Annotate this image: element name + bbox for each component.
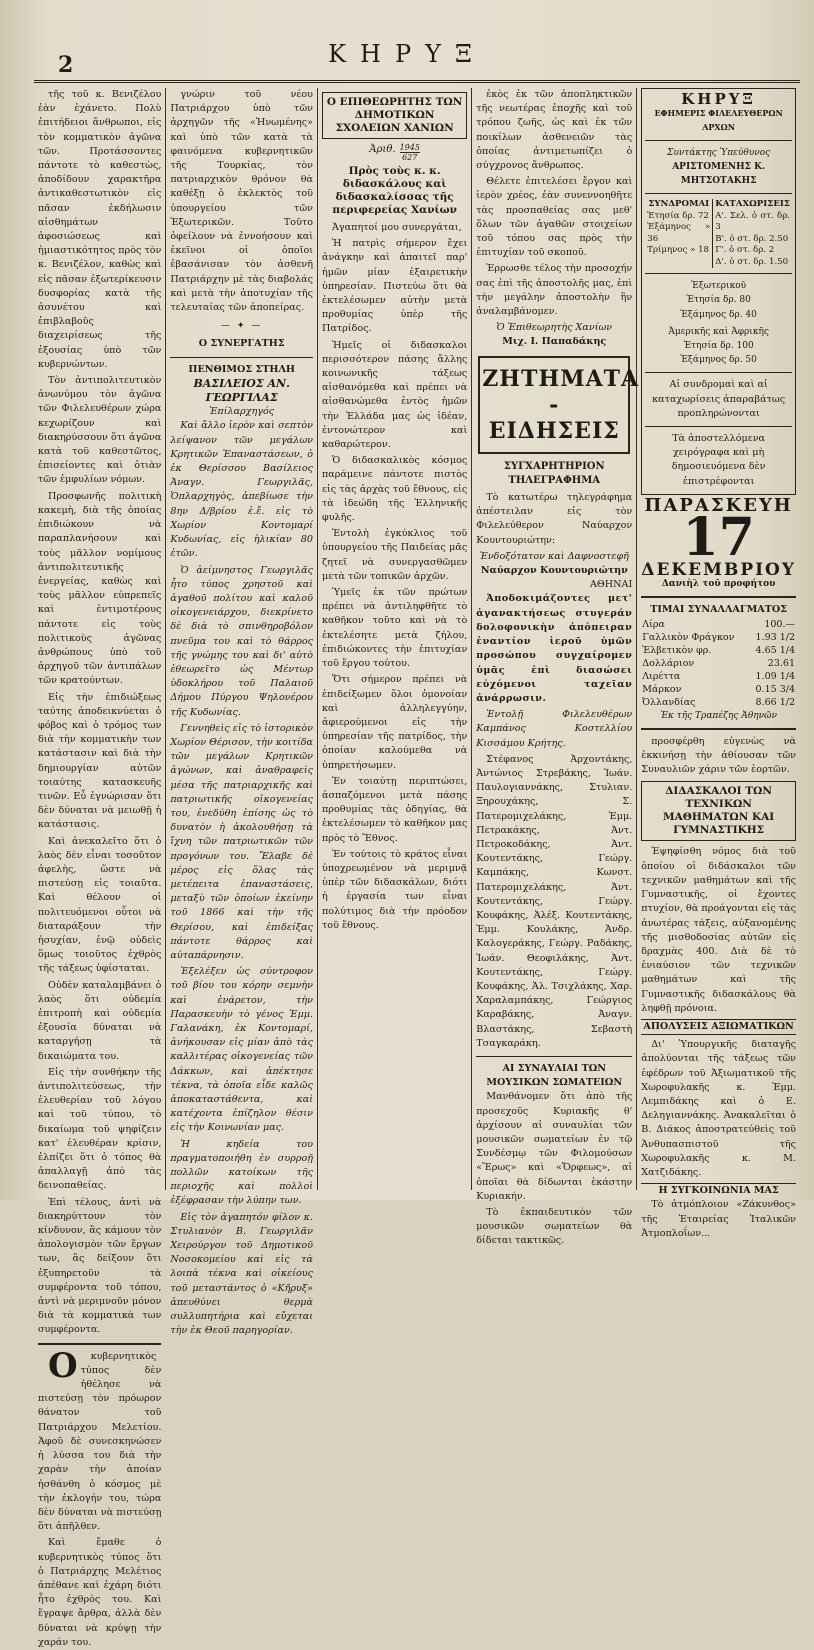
paragraph: Ἐρρωσθε τέλος τὴν προσοχήν σας ἐπὶ τῆς ἀποστολῆς μας, ἐπὶ τὴν μεγάλην ἀποστολὴν ἣν ἀναλαμβάνομεν. — [476, 263, 633, 318]
paragraph: Τὸ ἀτμόπλοιον «Ζάκυνθος» τῆς Ἐταιρείας Ἰταλικῶν Ἀτμοπλοΐων... — [641, 1199, 796, 1239]
arith-fraction — [400, 143, 420, 162]
notice: Τὰ ἀποστελλόμενα χειρόγραφα καὶ μὴ δημοσιευόμενα δὲν ἐπιστρέφονται — [671, 433, 766, 487]
paragraph: Εἰς τὸν ἀγαπητόν φίλον κ. Στυλιανὸν Β. Γεωργιλᾶν Χειρούργον τοῦ Δημοτικοῦ Νοσοκομείου καὶ εἰς τὰ λοιπὰ τέκνα καὶ οἰκείους τοῦ μεταστάντος ὁ «Κῆρυξ» ἀπευθύνει θερμὰ συλλυπητήρια καὶ εὔχεται τὴν ἐκ Θεοῦ παρηγορίαν. — [170, 1211, 313, 1337]
telegram-greeting: Ἐνδοξότατον καὶ Δαφνοστεφῆ — [479, 550, 629, 562]
paragraph: Ὅτι σήμερον πρέπει νὰ ἐπιδείξωμεν ὅλοι ὁμονοίαν καὶ ἀλληλεγγύην, ἀφιερούμενοι εἰς τὴν ὑπηρεσίαν τῆς πατρίδος, τὴν ὁποίαν καλούμεθα νὰ ὑπηρετήσωμεν. — [322, 674, 468, 771]
ads-title: ΚΑΤΑΧΩΡΙΣΕΙΣ — [715, 199, 790, 210]
director-name: ΑΡΙΣΤΟΜΕΝΗΣ Κ. ΜΗΤΣΟΤΑΚΗΣ — [672, 161, 766, 187]
telegram-title: ΣΥΓΧΑΡΗΤΗΡΙΟΝ ΤΗΛΕΓΡΑΦΗΜΑ — [503, 460, 605, 486]
telegram-sign: Ἐντολῇ Φιλελευθέρων Καμπάνος Κοστελλίου Κισσάμου Κρήτης. — [476, 709, 633, 749]
paragraph: Ἡμεῖς οἱ διδασκαλοι περισσότερον πάσης ἄλλης κοινωνικῆς τάξεως αἰσθανόμεθα καὶ πρέπει νὰ αἰσθανώμεθα ἐντὸς ἡμῶν τὴν Ἑλλάδα μας ὡς ἰδέαν, ἐντονώτερον καὶ καθαρώτερον. — [322, 339, 468, 451]
rate-row — [641, 683, 796, 696]
subscriptions — [645, 199, 713, 268]
paragraph: Θέλετε ἐπιτελέσει ἔργον καὶ ἱερὸν χρέος, ἐὰν συνεννοηθῆτε τὰς προσπαθείας σας μεθ' ὅλων τῶν ἀγαθῶν στοιχείων τοῦ τόπου σας πρὸς τὴν ἐπιτυχίαν τοῦ σκοποῦ. — [476, 176, 633, 259]
ads-row: Β'. ὁ στ. δρ. 2.50 — [715, 233, 789, 244]
rate-value: 4.65 1/4 — [755, 644, 795, 656]
column-3 — [318, 88, 472, 1190]
telegram-intro: Τὸ κατωτέρω τηλεγράφημα ἀπέστειλαν εἰς τὸν Φιλελεύθερον Ναύαρχον Κουντουριώτην: — [476, 492, 633, 546]
paragraph: Ἐψηφίσθη νόμος διὰ τοῦ ὁποίου οἱ διδάσκαλοι τῶν τεχνικῶν μαθημάτων καὶ τῆς Γυμναστικῆς, οἱ ἔχοντες πτυχίον, θὰ προάγονται εἰς τὰς ἀνωτέρας τάξεις, αὐξανομένης τῆς μισθοδοσίας αὐτῶν εἰς δραχμὰς 400. Διὰ δὲ τὸ ἐνιαύσιον τῶν τεχνικῶν μαθημάτων καὶ τῆς Γυμναστικῆς διδασκάλους θὰ ληφθῇ πρόνοια. — [641, 846, 796, 1014]
rate-label: Ἑλβετικὸν φρ. — [642, 644, 712, 656]
separator: — ✦ — — [221, 321, 263, 332]
paragraph: Οὐδὲν καταλαμβάνει ὁ λαὸς ὅτι οὐδεμία ἐπιτροπὴ καὶ οὐδεμία ἐξουσία δύναται νὰ καταργήσῃ τὰ δικαιώματα του. — [38, 979, 162, 1062]
divider — [641, 596, 796, 598]
masthead-box — [641, 88, 796, 495]
saint-of-day: Δανιὴλ τοῦ προφήτου — [661, 579, 776, 590]
divider — [38, 1343, 161, 1345]
rates-source: Ἐκ τῆς Τραπέζης Ἀθηνῶν — [660, 710, 777, 721]
ads-row: Γ'. ὁ στ. δρ. 2 — [715, 245, 775, 256]
rate-value: 0.15 3/4 — [755, 683, 795, 695]
arith-label: Ἀριθ. — [369, 144, 396, 155]
paragraph: Εἰς τὴν ἐπιδιώξεως ταύτης ἀποδεικνύεται ὁ φόβος καὶ ὁ τρόμος των διὰ τὴν κομματικὴν των κατάστασιν καὶ διὰ τὴν δημιουργίαν αὐτῶν τοιαύτης κατασκευῆς τινῶν. Εὖ ἐγνώρισαν ὅτι δὲν δύναται νὰ μειωθῇ ἡ κατάστασις. — [38, 691, 162, 831]
paragraph: Γεννηθεὶς εἰς τὸ ἱστορικὸν Χωρίον Θέρισον, τὴν κοιτίδα τῶν μεγάλων Κρητικῶν ἀγώνων, καὶ ἀναθραφεὶς μέσα τῆς πατριαρχικῆς καὶ πατριωτικῆς οἰκογενείας του, ἐνεδύθη ἐπίσης ὡς τὸ δυνατὸν ἡ ἀκολουθήσῃ τὰ ἴχνη τῶν πατριωτικῶν τῶν προγόνων του. Ἔλαβε δὲ μέρος εἰς ὅλας τὰς μετέπειτα ἐπαναστάσεις, μεταξὺ τῶν ὁποίων ἐκείνην τοῦ 1866 καὶ τὴν τῆς Θερίσου, καὶ ἐπιδείξας πάντοτε θάρρος καὶ αὐταπάρνησιν. — [170, 722, 313, 961]
date-number: 17 — [682, 507, 755, 569]
paragraph: Ἡ πατρὶς σήμερον ἔχει ἀνάγκην καὶ ἀπαιτεῖ παρ' ἡμῶν μίαν ἐξαιρετικὴν ὑπηρεσίαν. Πιστεύω ὅτι θὰ ἐκτελέσωμεν αὐτὴν μετὰ προθυμίας ὑπὲρ τῆς Πατρίδος. — [322, 238, 468, 335]
signature-title: Ὁ Ἐπιθεωρητὴς Χανίων — [496, 322, 613, 334]
paragraph: Καὶ ἔμαθε ὁ κυβερνητικὸς τύπος ὅτι ὁ Πατριάρχης Μελέτιος ἀπέθανε καὶ ἐχάρη διότι ἦτο ἐχθρὸς του. Καὶ ἔγραψε ἄρθρα, ἀλλὰ δὲν δύναται νὰ κρύψῃ τὴν χαράν του. — [38, 1537, 162, 1648]
telegram-city: ΑΘΗΝΑΙ — [589, 579, 633, 591]
column-5 — [637, 88, 800, 1239]
paragraph: Ἐν τοιαύτῃ περιπτώσει, ἀσπαζόμενοι μετὰ πάσης προθυμίας τὰς ὁδηγίας, θὰ ἐκτελέσωμεν τὸ καθῆκον μας πρὸς τὸ Ἔθνος. — [322, 775, 468, 844]
obit-paragraph — [38, 1345, 162, 1535]
rate-row — [641, 657, 796, 670]
subs-row: Ἐτησία δρ. 72 — [647, 210, 709, 221]
paragraph: Ὑμεῖς ἐκ τῶν πρώτων πρέπει νὰ ἀντιληφθῆτε τὸ καθῆκον τοῦτο καὶ νὰ τὸ ἐκτελέσητε μετὰ ζήλου, ἐπιδιώκοντες τὴν ἐπιτυχίαν τοῦ ἔργου τούτου. — [322, 587, 468, 670]
address: Πρὸς τοὺς κ. κ. διδασκάλους καὶ διδασκαλίσσας τῆς περιφερείας Χανίων — [332, 165, 457, 216]
divider — [645, 140, 792, 141]
section-title-2: ΠΕΝΘΙΜΟΣ ΣΤΗΛΗ — [188, 363, 295, 375]
paragraph: Ὁ ἀείμνηστος Γεωργιλᾶς ἦτο τύπος χρηστοῦ καὶ ἀγαθοῦ πολίτου καὶ καλοῦ οἰκογενειάρχου, διεκρίνετο δὲ διὰ τὸ σπινθηροβόλον πνεῦμα του καὶ τὸ θάρρος τῆς γνώμης του καὶ δι' αὐτὸ ἐθεωρεῖτο ὡς Μέντωρ ὑδοκλήρου τοῦ Παλαιοῦ Δήμου Πύργου Ψηλονέρου τῆς Κυδωνίας. — [170, 564, 313, 718]
paragraph: Ὁ διδασκαλικὸς κόσμος παράμεινε πάντοτε πιστὸς εἰς τὰς ἀρχὰς τοῦ ἔθνους, εἰς τὰ ἰδεώδη τῆς Ἑλληνικῆς φυλῆς. — [322, 455, 468, 524]
paragraph: Ἀγαπητοί μου συνεργάται, — [332, 222, 462, 233]
person-role: Ἐπίλαρχηγός — [209, 406, 275, 418]
ads-row: Α'. Σελ. ὁ στ. δρ. 3 — [715, 210, 790, 233]
rate-row — [641, 644, 796, 657]
divider — [645, 372, 792, 373]
signatories: Στέφανος Ἀρχοντάκης, Ἀντώνιος Στρεβάκης, Ἰωάν. Παυλογιαννάκης, Στυλιαν. Ξηρουχάκης, Σ. Πατερομιχελάκης, Ἐμμ. Πετρακάκης, Ἀντ. Πετροκοδάκης, Ἀντ. Κουτεντάκης, Γεώργ. Καμπάκης, Κωνστ. Πατερομιχελάκης, Ἀντ. Κουτεντάκης, Γεώργ. Κουφάκης, Ἀλέξ. Κουτεντάκης, Ἐμμ. Κουλάκης, Ἀνδρ. Καλογεράκης, Γεώργ. Ραδάκης, Ἰωάν. Θεοφιλάκης, Ἀντ. Κουτεντάκης, Γεώργ. Κουφάκης, Ἀλ. Τσιχλάκης, Χαρ. Χαραλαμπάκης, Γεώργιος Καραβάκης, Ἀναγν. Βλαστάκης, Σεβαστὴ Τσαγκαράκη. — [476, 753, 633, 1049]
exchange-rates-table — [641, 618, 796, 709]
day-of-week: ΠΑΡΑΣΚΕΥΗ — [644, 494, 793, 516]
america-row: Ἐτησία δρ. 100 — [683, 341, 754, 352]
paragraph: Καὶ ἄλλο ἱερὸν καὶ σεπτὸν λείψανον τῶν μεγάλων Κρητικῶν Ἐπαναστάσεων, ὁ ἐκ Θερίσσου Βασίλειος Ἀναγν. Γεωργιλᾶς, Ὁπλαρχηγὸς, ἀπεβίωσε τὴν 8ην Δ/βρίου ἐ.ἔ. εἰς τὸ Χωρίον Κοντομαρί Κυδωνίας, εἰς ἡλικίαν 80 ἐτῶν. — [170, 420, 313, 560]
divider — [645, 193, 792, 194]
paragraph: γνώριν τοῦ νέου Πατριάρχου ὑπὸ τῶν ἀρχηγῶν τῆς «Ἡνωμένης» καὶ ὑπὸ τῶν κατὰ τὰ φαινόμενα κυβερνητικῶν τῆς Τουρκίας, τὸν πατριαρχικὸν θρόνον θὰ καθέξῃ ὁ ἐκλεκτὸς τοῦ ὑπουργείου τῶν Ἐξωτερικῶν. Τοῦτο ὀφείλουν νὰ ἐννοήσουν καὶ ἐκεῖνοι οἱ ὁποῖοι ἐβασάνισαν τὸν ἀσθενῆ Πατριάρχην μὲ τὰς διαβολάς καὶ μετὰ τὴν ἀποτυχίαν τῆς τελευταίας τῶν ἀποπείρας. — [170, 89, 313, 314]
abroad-title: Ἐξωτερικοῦ — [691, 281, 747, 292]
subs-title: ΣΥΝΔΡΟΜΑΙ — [648, 199, 710, 210]
rate-value: 100.— — [764, 618, 795, 630]
news-box-title: ΖΗΤΗΜΑΤΑ - ΕΙΔΗΣΕΙΣ — [478, 356, 630, 454]
america-title: Ἀμερικῆς καὶ Ἀφρικῆς — [668, 326, 769, 337]
signature-name: Μιχ. Ι. Παπαδάκης — [502, 336, 607, 348]
rate-row — [641, 696, 796, 709]
obit-text: κυβερνητικὸς τύπος δὲν ἠθέλησε νὰ πιστεύσῃ τὸν πρόωρον θάνατον τοῦ Πατριάρχου Μελετίου. Ἀφοῦ δὲ συνεσκηνώσεν ἡ λύσσα του διὰ τὴν χαρὰν τὴν ἀποίαν ἠσθάνθη ὁ κόσμος μὲ τὴν ἐκλογήν του, τώρα δὲν δύναται νὰ πιστεύσῃ ὅτι ἀπῆλθεν. — [38, 1350, 162, 1533]
rate-label: Λίρα — [642, 618, 665, 630]
drop-cap: Ο — [48, 1345, 78, 1386]
section-title: Ο ΣΥΝΕΡΓΑΤΗΣ — [198, 338, 285, 350]
masthead: ΚΗΡΥΞ — [328, 40, 486, 68]
paragraph: Ἐντολὴ ἐγκύκλιος τοῦ ὑπουργείου τῆς Παιδείας μᾶς ζητεῖ νὰ συνεργασθῶμεν μετὰ τῶν τοπικῶν ἀρχῶν. — [322, 528, 468, 582]
rate-label: Μάρκον — [642, 683, 682, 695]
ads — [713, 199, 792, 268]
rate-value: 23.61 — [767, 657, 795, 669]
ads-row: Δ'. ὁ στ. δρ. 1.50 — [715, 256, 789, 267]
paragraph: Τὸν ἀντιπολιτευτικὸν ἀνωνύμου τὸν ἀγῶνα τῶν Φιλελευθέρων χώρα κεχωρίζουν καὶ διακηρύσσουν ὅτι ἀγῶνα κατὰ τοῦ καθεστῶτος, ἐπισείοντες καὶ ὁτιὰν τῶν ἐμφυλίων νόμων. — [38, 375, 162, 486]
teachers-title: ΔΙΔΑΣΚΑΛΟΙ ΤΩΝ ΤΕΧΝΙΚΩΝ ΜΑΘΗΜΑΤΩΝ ΚΑΙ ΓΥΜΝΑΣΤΙΚΗΣ — [641, 781, 796, 841]
paragraph: Τὸ ἐκπαιδευτικὸν τῶν μουσικῶν σωματείων θὰ δίδεται τακτικῶς. — [476, 1207, 633, 1247]
column-2 — [166, 88, 318, 1337]
paragraph: τῆς τοῦ κ. Βενιζέλου ἐὰν ἐχάνετο. Πολὺ ἐπιτήδειοι ἄνθρωποι, εἰς τὸν κομματικὸν ἀγῶνα τῶν. Προτάσσοντες πάντοτε τὸ καθεστὼς, ἀποδίδουν χαρακτῆρα ἀντικαθεστωτικὸν εἰς πᾶσαν ἐκδήλωσιν αἰσθημάτων ἀφοσιώσεως καὶ ἡμιαστικότητος πρὸς τὸν κ. Βενιζέλον, καθὼς καὶ εἰς πᾶσαν ἐξωτερίκευσιν δυσφορίας κατὰ τῆς ἀσυνέτου καὶ ἐπιβλαβοῦς διαχειρίσεως τῆς ἐξουσίας ὑπὸ τῶν κυβερνώντων. — [38, 89, 162, 370]
rate-label: Ὀλλανδίας — [642, 696, 696, 708]
arith-bottom: 627 — [402, 153, 418, 162]
subs-row: Τρίμηνος » 18 — [647, 245, 710, 256]
paragraph: Ἡ κηδεία του πραγματοποιήθη ἐν συρροῇ πολλῶν κατοίκων τῆς περιοχῆς καὶ πολλοὶ ἐξέφρασαν τὴν λύπην των. — [170, 1138, 313, 1207]
person-name: ΒΑΣΙΛΕΙΟΣ ΑΝ. ΓΕΩΡΓΙΛΑΣ — [193, 376, 290, 405]
paragraph: Εἰς τὴν συνθήκην τῆς ἀντιπολιτεύσεως, τὴν ἐλευθερίαν τοῦ λόγου καὶ τοῦ τύπου, τὸ δικαίωμα τοῦ ψηφίζειν κατ' ἐλευθέραν κρίσιν, ἐλπίζει ὅτι ὁ τόπος θὰ ἀπαλλαγῇ ἀπὸ τὰς δεινοπαθείας. — [38, 1066, 162, 1192]
associations-title: ΑΙ ΣΥΝΑΥΛΙΑΙ ΤΩΝ ΜΟΥΣΙΚΩΝ ΣΩΜΑΤΕΙΩΝ — [486, 1062, 623, 1089]
brand-sub: ΕΦΗΜΕΡΙΣ ΦΙΛΕΛΕΥΘΕΡΩΝ ΑΡΧΩΝ — [654, 108, 783, 133]
final-title: Η ΣΥΓΚΟΙΝΩΝΙΑ ΜΑΣ — [641, 1183, 796, 1198]
paragraph: Ἐν τούτοις τὸ κράτος εἶναι ὑποχρεωμένον νὰ μεριμνᾷ ὑπὲρ τῶν διδασκάλων, διότι ἡ ἐργασία των εἶναι πολύτιμος διὰ τὴν πρόοδον τοῦ ἔθνους. — [322, 848, 468, 931]
divider — [641, 728, 796, 730]
director-label: Συντάκτης Ὑπεύθυνος — [667, 147, 771, 158]
notice: Αἱ συνδρομαὶ καὶ αἱ καταχωρίσεις ἀπαραβάτως προπληρώνονται — [652, 379, 786, 419]
abroad-row: Ἑξάμηνος δρ. 40 — [680, 309, 757, 320]
rate-label: Λιρέττα — [642, 670, 681, 682]
brand: ΚΗΡΥΞ — [681, 90, 756, 108]
page-number: 2 — [58, 52, 74, 78]
telegram-addressee: Ναύαρχον Κουντουριώτην — [480, 565, 628, 577]
abroad-row: Ἐτησία δρ. 80 — [686, 295, 751, 306]
paragraph: Προσφωνῆς πολιτικὴ κακεμὴ, διὰ τῆς ὁποίας ἐπιδιώκουν νὰ παραπλανήσουν καὶ τοὺς μᾶλλον νομίμους ἀντιπολιτευτικῆς ἐνεργείας, καθὼς καὶ τοὺς μᾶλλον εὐπρεπεῖς καὶ ἐντιμοτέρους πάντοτε εἰς τοὺς πολιτικοὺς ἀγῶνας ἀνθρώπους ὑπὸ τοῦ ἀρχηγοῦ τῶν ἀντιπάλων τῶν κρατούντων. — [38, 490, 162, 687]
rate-row — [641, 631, 796, 644]
columns — [34, 88, 800, 1648]
paragraph: Καὶ ἀνεκαλεῖτο ὅτι ὁ λαὸς δὲν εἶναι τοσοῦτον ἀφελὴς, ὥστε νὰ πιστεύσῃ εἰς τοιαῦτα. Καὶ θέλουν οἱ πολιτευόμενοι οὗτοι νὰ διαταράξουν τὴν ἡσυχίαν, ἐνῷ οὐδεὶς ὅμως τοιοῦτος ἐχθρὸς τῆς τάξεως ὑφίσταται. — [38, 835, 162, 975]
paragraph: Μανθάνομεν ὅτι ἀπὸ τῆς προσεχοῦς Κυριακῆς θ' ἀρχίσουν αἱ συναυλίαι τῶν μουσικῶν σωματείων ἐν τῷ Συνδέσμῳ τῶν Φιλομούσων «Ἔρως» καὶ «Ὄρφεως», αἱ ὁποῖαι θὰ δίδωνται ἑκάστην Κυριακήν. — [476, 1091, 633, 1202]
rate-label: Δολλάριον — [642, 657, 695, 669]
paragraph: Ἐπὶ τέλους, ἀντὶ νὰ διακηρύττουν τὸν κίνδυνον, ἂς κάμουν τὸν ἀπολογισμὸν τῶν ἔργων των, ἂς δείξουν ὅτι ἐξυπηρετοῦν τὰ συμφέροντα τοῦ τόπου, ἀντὶ νὰ μεριμνοῦν μόνον διὰ τὰ κομματικὰ των συμφέροντα. — [38, 1196, 162, 1336]
america-row: Ἑξάμηνος δρ. 50 — [680, 355, 757, 366]
subscription-table — [645, 199, 792, 268]
rate-row — [641, 670, 796, 683]
arith-top: 1945 — [399, 143, 420, 152]
month: ΔΕΚΕΜΒΡΙΟΥ — [641, 560, 796, 581]
paragraph: Δι' Ὑπουργικῆς διαταγῆς ἀπολύονται τῆς τάξεως τῶν ἐφέδρων τοῦ Ἀξιωματικοῦ τῆς Χωροφυλακῆς κ. Ἐμμ. Λεμπιδάκης καὶ ὁ Ε. Δεληγιαννάκης. Ἀνακαλεῖται ὁ Β. Διάκος ἀποστρατεύθεὶς τοῦ Ἀνθυπασπιστοῦ τῆς Χωροφυλακῆς κ. Μ. Χατζιδάκης. — [641, 1039, 796, 1178]
top-rule — [34, 80, 800, 83]
subs-row: Ἑξάμηνος » 36 — [647, 222, 711, 244]
rate-value: 8.66 1/2 — [755, 696, 795, 708]
column-1 — [34, 88, 166, 1648]
reference-number — [322, 143, 467, 162]
paragraph: Ἐξελέξεν ὡς σύντροφον τοῦ βίου του κόρην σεμνὴν καὶ ἐνάρετον, τὴν Παρασκευὴν τὸ γένος Ἐμμ. Γαλανάκη, ἐκ Κοντομαρί, ἀνήκουσαν εἰς μίαν ἀπὸ τὰς καλλιτέρας οἰκογενείας τῶν Δάκκων, καὶ ἀπέκτησε τέκνα, τὰ ὁποῖα εἶδε καλῶς ἀποκαταστάθεντα, καὶ κατέχοντα ἐπίζηλον θέσιν εἰς τὴν Κοινωνίαν μας. — [170, 966, 313, 1134]
rate-value: 1.09 1/4 — [755, 670, 795, 682]
rate-label: Γαλλικὸν Φράγκον — [642, 631, 735, 643]
rate-value: 1.93 1/2 — [755, 631, 795, 643]
column-4 — [472, 88, 640, 1247]
divider — [645, 273, 792, 274]
article-title: Ο ΕΠΙΘΕΩΡΗΤΗΣ ΤΩΝ ΔΗΜΟΤΙΚΩΝ ΣΧΟΛΕΙΩΝ ΧΑΝΙΩΝ — [322, 92, 467, 139]
paragraph: προσφέρθη εὐγενὼς νὰ ἐκκινήσῃ τὴν ἀθίουσαν τῶν Συναυλιῶν χάριν τῶν ἑορτῶν. — [641, 735, 796, 776]
paragraph: ἐκὸς ἐκ τῶν ἀποπληκτικῶν τῆς νεωτέρας ἐποχῆς καὶ τοῦ τρόπου ζωῆς, ὡς καὶ ἐκ τῶν ποικίλων ἀσθενειῶν τὰς ὁποίας ἀντιμετωπίζει ὁ σύγχρονος ἄνθρωπος. — [476, 89, 633, 172]
divider — [476, 1056, 632, 1057]
rate-row — [641, 618, 796, 631]
divider — [170, 357, 313, 358]
divider — [645, 426, 792, 427]
transfer-title: ΑΠΟΛΥΣΕΙΣ ΑΞΙΩΜΑΤΙΚΩΝ — [641, 1019, 796, 1035]
rates-title: ΤΙΜΑΙ ΣΥΝΑΛΛΑΓΜΑΤΟΣ — [650, 604, 788, 616]
telegram-body: Ἀποδοκιμάζοντες μετ' ἀγανακτήσεως στυγεράν δολοφονικὴν ἀπόπειραν ἐναντίον ἱεροῦ ὑμῶν προσώπου συγχαίρομεν ὑμᾶς ἐπὶ διασώσει εὐχόμενοι ταχεῖαν ἀνάρρωσιν. — [476, 593, 633, 704]
